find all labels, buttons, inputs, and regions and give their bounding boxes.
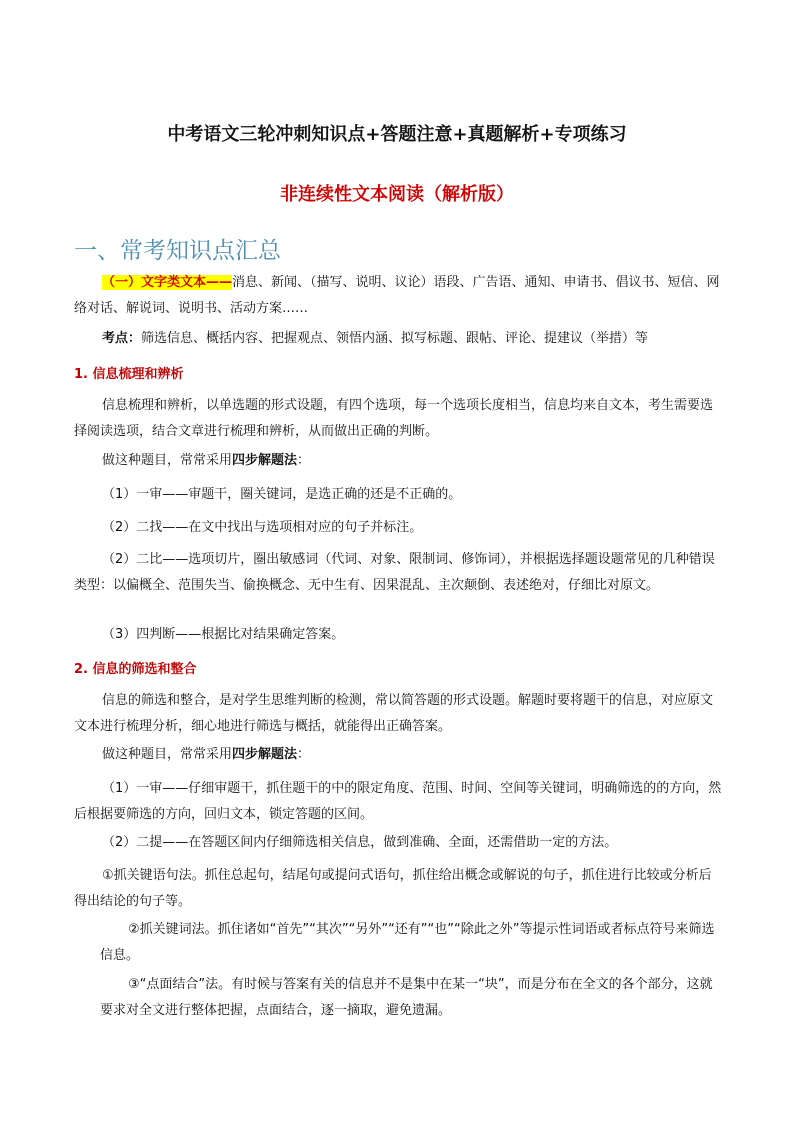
sec2-method-3: ③“点面结合”法。有时候与答案有关的信息并不是集中在某一“块”，而是分布在全文的各个部分，这就要求对全文进行整体把握，点面结合，逐一摘取，避免遗漏。 bbox=[100, 977, 713, 1018]
kaodian-label: 考点： bbox=[102, 331, 142, 346]
sec2-method-prefix: 做这种题目，常常采用 bbox=[102, 747, 233, 762]
intro-text: 消息、新闻、（描写、说明、议论）语段、广告语、通知、申请书、倡议书、短信、网络对话、解说词、说明书、活动方案…… bbox=[74, 275, 720, 316]
sec1-step-2: （2）二找——在文中找出与选项相对应的句子并标注。 bbox=[102, 520, 423, 535]
sec1-method-bold: 四步解题法 bbox=[232, 453, 298, 468]
sec2-method-2: ②抓关键词法。抓住诸如“首先”“其次”“另外”“还有”“也”“除此之外”等提示性词语或者标点符号来筛选信息。 bbox=[100, 922, 715, 963]
kaodian-text: 筛选信息、概括内容、把握观点、领悟内涵、拟写标题、跟帖、评论、提建议（举措）等 bbox=[141, 331, 649, 346]
sec2-method bbox=[74, 742, 724, 768]
document-title: 中考语文三轮冲刺知识点+答题注意+真题解析+专项练习 bbox=[167, 124, 627, 145]
section-heading: 一、常考知识点汇总 bbox=[74, 238, 281, 264]
sec1-paragraph: 信息梳理和辨析，以单选题的形式设题，有四个选项，每一个选项长度相当，信息均来自文本，考生需要选择阅读选项，结合文章进行梳理和辨析，从而做出正确的判断。 bbox=[74, 398, 714, 439]
intro-paragraph bbox=[74, 270, 724, 322]
kaodian-paragraph bbox=[74, 326, 724, 352]
sec1-step-3: （2）二比——选项切片，圈出敏感词（代词、对象、限制词、修饰词），并根据选择题设题常见的几种错误类型：以偏概全、范围失当、偷换概念、无中生有、因果混乱、主次颠倒、表述绝对，仔细比对原文。 bbox=[74, 552, 715, 593]
sec1-step-1: （1）一审——审题干，圈关键词，是选正确的还是不正确的。 bbox=[102, 487, 462, 502]
sec1-method-suffix: ： bbox=[297, 453, 311, 468]
sec2-paragraph: 信息的筛选和整合，是对学生思维判断的检测，常以简答题的形式设题。解题时要将题干的信息，对应原文文本进行梳理分析，细心地进行筛选与概括，就能得出正确答案。 bbox=[74, 693, 714, 734]
sec2-step-2: （2）二提——在答题区间内仔细筛选相关信息，做到准确、全面，还需借助一定的方法。 bbox=[102, 835, 618, 850]
sec2-method-bold: 四步解题法 bbox=[232, 747, 298, 762]
sec2-heading: 2. 信息的筛选和整合 bbox=[74, 662, 197, 677]
sec2-method-suffix: ： bbox=[297, 747, 311, 762]
sec2-method-1: ①抓关键语句法。抓住总起句，结尾句或提问式语句，抓住给出概念或解说的句子，抓住进行比较或分析后得出结论的句子等。 bbox=[74, 868, 712, 909]
sec1-step-4: （3）四判断——根据比对结果确定答案。 bbox=[102, 627, 345, 642]
sec1-method-prefix: 做这种题目，常常采用 bbox=[102, 453, 233, 468]
intro-label: （一）文字类文本—— bbox=[102, 275, 233, 290]
sec1-heading: 1. 信息梳理和辨析 bbox=[74, 367, 184, 382]
sec1-method bbox=[74, 448, 724, 474]
document-subtitle: 非连续性文本阅读（解析版） bbox=[280, 184, 514, 205]
sec2-step-1: （1）一审——仔细审题干，抓住题干的中的限定角度、范围、时间、空间等关键词，明确筛选的的方向，然后根据要筛选的方向，回归文本，锁定答题的区间。 bbox=[74, 781, 722, 822]
